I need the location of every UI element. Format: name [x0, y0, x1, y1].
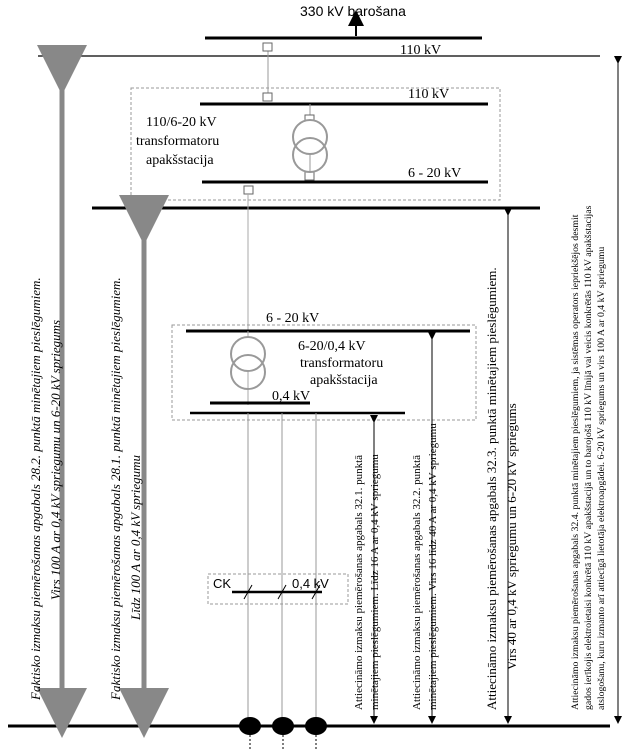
svg-text:Faktisko izmaksu piemērošanas: Faktisko izmaksu piemērošanas apgabals 28.2. punktā minētajiem pieslēgumiem. — [28, 277, 43, 700]
substation-1-bus-110-label: 110 kV — [408, 87, 450, 102]
svg-text:Attiecināmo izmaksu piemērošan: Attiecināmo izmaksu piemērošanas apgabals 32.2. punktā — [411, 454, 423, 710]
svg-text:Virs 40 ar 0,4 kV spriegumu un: Virs 40 ar 0,4 kV spriegumu un 6-20 kV spriegums — [504, 403, 519, 670]
supply-label: 330 kV barošana — [300, 3, 406, 19]
label-32-2 — [411, 423, 439, 710]
consumer-2 — [272, 717, 294, 735]
substation-2-title-2: transformatoru — [300, 356, 384, 371]
label-32-1 — [353, 454, 381, 710]
svg-text:Attiecināmo izmaksu piemērošan: Attiecināmo izmaksu piemērošanas apgabals 32.1. punktā — [353, 454, 365, 710]
ck-voltage-label: 0,4 kV — [292, 576, 329, 591]
substation-1-title-2: transformatoru — [136, 134, 220, 149]
substation-2-bus-mv-label: 6 - 20 kV — [266, 311, 320, 326]
breaker-1 — [263, 43, 272, 51]
svg-text:Attiecināmo izmaksu piemērošan: Attiecināmo izmaksu piemērošanas apgabals 32.3. punktā minētajiem pieslēgumiem. — [484, 267, 499, 710]
ck-label: CK — [213, 576, 232, 591]
substation-2-bus-lv-label: 0,4 kV — [272, 389, 311, 404]
consumer-1 — [239, 717, 261, 735]
substation-2-title-1: 6-20/0,4 kV — [298, 339, 366, 354]
svg-text:atslogošanu, kuru izmanto arī: atslogošanu, kuru izmanto arī attiecīgā lietotāja elektroapgādei. 6-20 kV spriegums un virs 100 A ar 0,4 kV spriegumu — [596, 246, 607, 710]
label-28-2 — [28, 277, 63, 701]
label-28-1 — [108, 277, 143, 701]
bus-110kv-top-label: 110 kV — [400, 43, 442, 58]
svg-text:Attiecināmo izmaksu piemērošan: Attiecināmo izmaksu piemērošanas apgabals 32.4. punktā minētajiem pieslēgumiem, ja sistēmas operators iepriekšējos desmit — [570, 214, 581, 710]
substation-1-title-1: 110/6-20 kV — [146, 115, 217, 130]
label-32-3 — [484, 267, 519, 710]
substation-2-title-3: apakšstacija — [310, 373, 378, 388]
svg-text:Līdz 100 A ar 0,4 kV spriegumu: Līdz 100 A ar 0,4 kV spriegumu — [128, 454, 143, 620]
svg-text:minētajiem pieslēgumiem. Līdz: minētajiem pieslēgumiem. Līdz 16 A ar 0,4 kV spriegumu — [369, 454, 381, 710]
substation-1-title-3: apakšstacija — [146, 153, 214, 168]
consumer-3 — [305, 717, 327, 735]
svg-text:minētajiem pieslēgumiem. Virs: minētajiem pieslēgumiem. Virs 16 līdz 40 A ar 0,4 kV spriegumu — [427, 423, 439, 710]
substation-1-bus-mv-label: 6 - 20 kV — [408, 166, 462, 181]
breaker-2 — [263, 93, 272, 101]
svg-text:Virs 100 A ar 0,4 kV spriegumu: Virs 100 A ar 0,4 kV spriegumu un 6-20 kV spriegums — [48, 319, 63, 600]
label-32-4 — [570, 205, 607, 710]
svg-text:Faktisko izmaksu piemērošanas: Faktisko izmaksu piemērošanas apgabals 28.1. punktā minētajiem pieslēgumiem. — [108, 277, 123, 700]
svg-text:gados ierīkojis elektroietaisi: gados ierīkojis elektroietaisi konkrētā 110 kV apakšstacijā un to barojošā 110 kV līnijā vai veicis konkrētās 110 kV apakšstacijas — [583, 205, 594, 710]
